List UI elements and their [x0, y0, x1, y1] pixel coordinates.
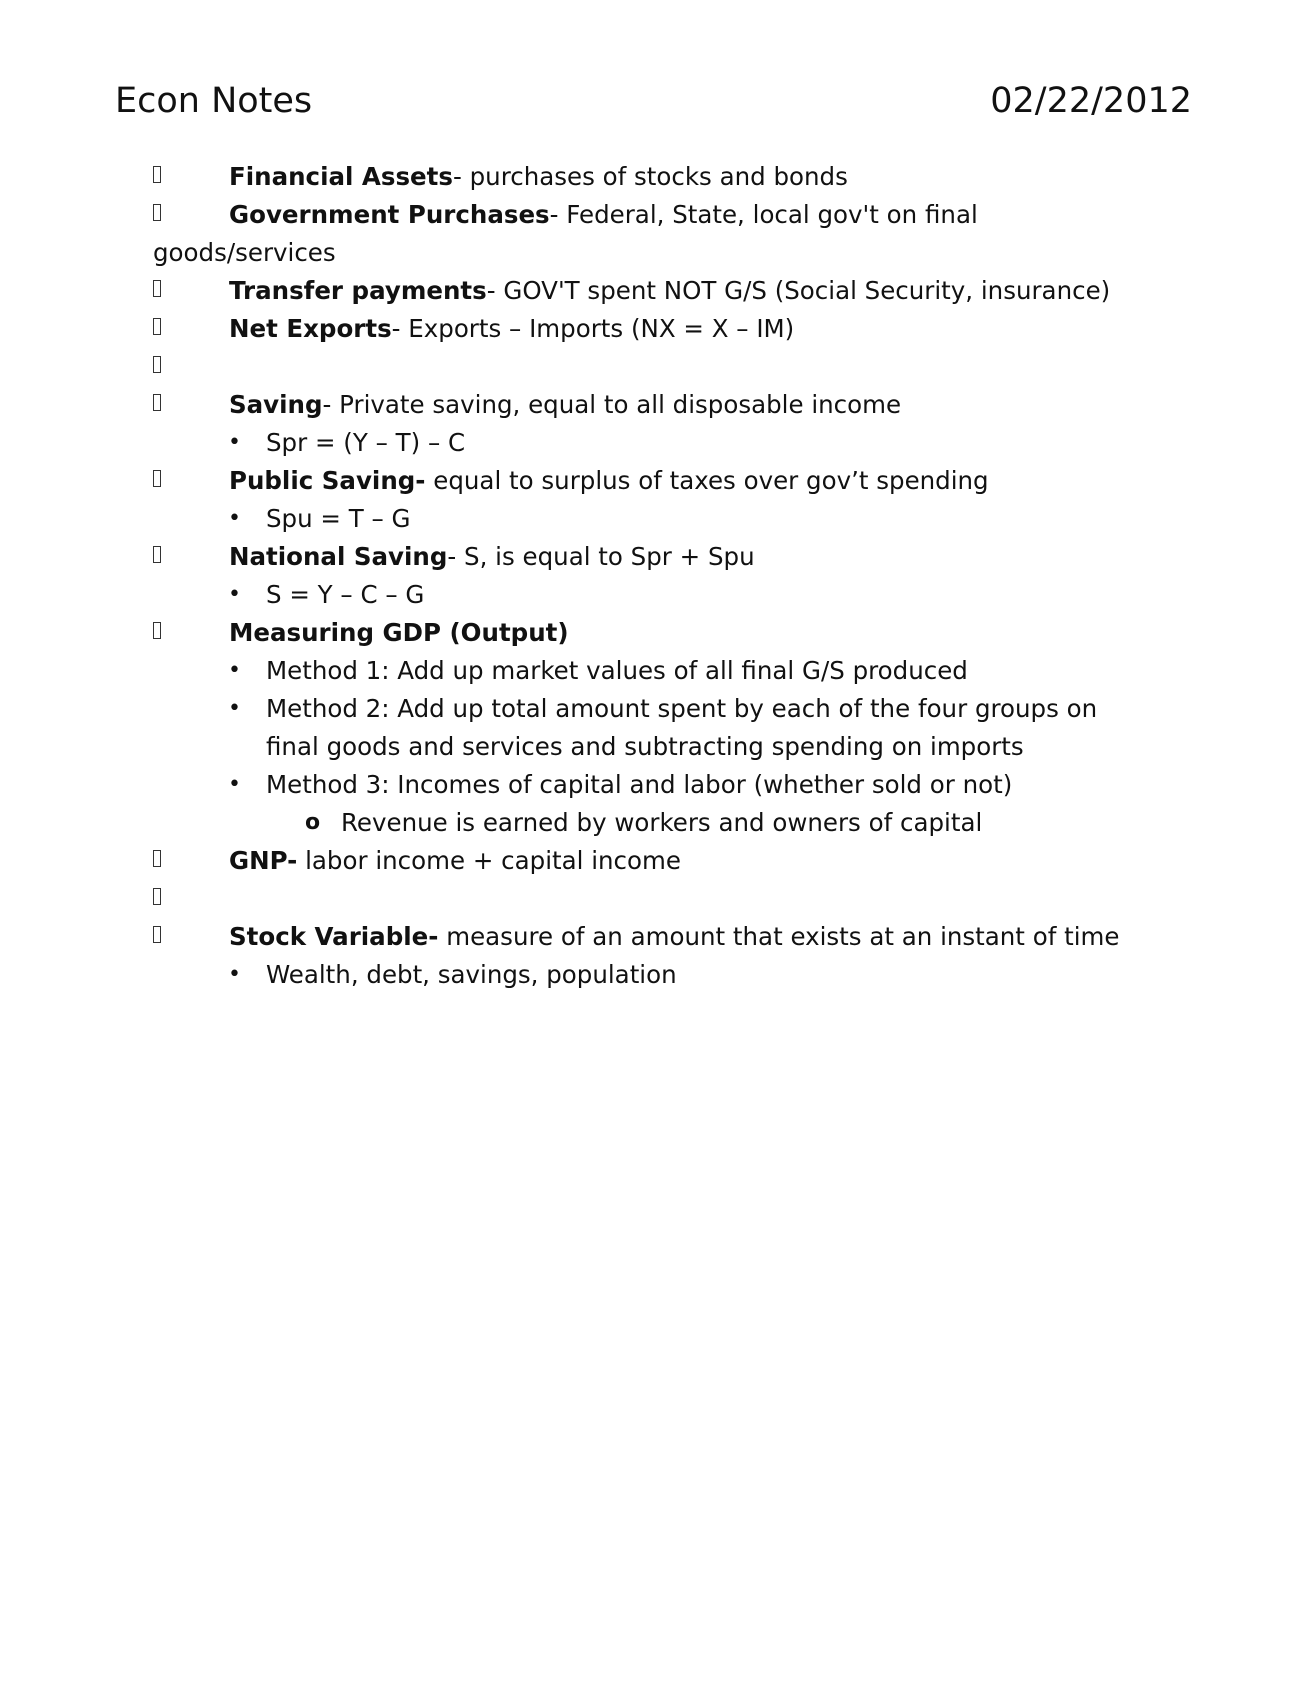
missing-glyph-icon: [153, 204, 161, 221]
bullet-icon: •: [228, 962, 241, 987]
note-term: Saving: [229, 390, 323, 419]
note-text: - Private saving, equal to all disposable income: [322, 390, 902, 419]
note-term: Financial Assets: [229, 162, 453, 191]
sub-bullet: [153, 690, 1153, 766]
note-measuring-gdp: [153, 614, 1153, 652]
missing-glyph-icon: [153, 546, 161, 563]
note-text: - Federal, State, local gov't on final goods/services: [153, 200, 978, 267]
note-term: Stock Variable-: [229, 922, 439, 951]
page-title: Econ Notes: [115, 81, 313, 121]
note-text: - Exports – Imports (NX = X – IM): [391, 314, 795, 343]
missing-glyph-icon: [153, 470, 161, 487]
note-term: Government Purchases: [229, 200, 550, 229]
note-national-saving: [153, 538, 1153, 576]
sub-bullet-text: Spu = T – G: [266, 504, 411, 533]
note-term: Transfer payments: [229, 276, 487, 305]
sub-bullet-text: Spr = (Y – T) – C: [266, 428, 466, 457]
sub-bullet-text: Wealth, debt, savings, population: [266, 960, 677, 989]
note-text: labor income + capital income: [297, 846, 681, 875]
note-text: - purchases of stocks and bonds: [452, 162, 848, 191]
sub-sub-bullet-text: Revenue is earned by workers and owners of capital: [341, 808, 983, 837]
note-financial-assets: [153, 158, 1153, 196]
missing-glyph-icon: [153, 356, 161, 373]
note-government-purchases: [153, 196, 1153, 272]
note-blank: [153, 880, 1153, 918]
note-text: measure of an amount that exists at an instant of time: [438, 922, 1120, 951]
note-term: National Saving: [229, 542, 448, 571]
sub-bullet: [153, 766, 1153, 804]
note-term: Net Exports: [229, 314, 392, 343]
sub-bullet: [153, 956, 1153, 994]
note-text: - S, is equal to Spr + Spu: [447, 542, 755, 571]
note-net-exports: [153, 310, 1153, 348]
sub-bullet: [153, 652, 1153, 690]
missing-glyph-icon: [153, 622, 161, 639]
page-date: 02/22/2012: [990, 81, 1192, 121]
missing-glyph-icon: [153, 394, 161, 411]
sub-bullet-text: Method 2: Add up total amount spent by each of the four groups on final goods and services and subtracting spending on imports: [266, 694, 1098, 761]
bullet-icon: •: [228, 658, 241, 683]
missing-glyph-icon: [153, 166, 161, 183]
bullet-icon: •: [228, 506, 241, 531]
sub-bullet-text: Method 1: Add up market values of all final G/S produced: [266, 656, 968, 685]
bullet-icon: •: [228, 582, 241, 607]
page-header: [115, 76, 1192, 126]
note-transfer-payments: [153, 272, 1153, 310]
sub-bullet: [153, 576, 1153, 614]
sub-bullet: [153, 500, 1153, 538]
note-gnp: [153, 842, 1153, 880]
note-text: equal to surplus of taxes over gov’t spending: [425, 466, 989, 495]
bullet-icon: •: [228, 430, 241, 455]
notes-body: [153, 158, 1153, 994]
note-saving: [153, 386, 1153, 424]
note-public-saving: [153, 462, 1153, 500]
note-stock-variable: [153, 918, 1153, 956]
note-blank: [153, 348, 1153, 386]
note-term: GNP-: [229, 846, 298, 875]
sub-bullet-text: S = Y – C – G: [266, 580, 425, 609]
sub-bullet: [153, 424, 1153, 462]
note-text: - GOV'T spent NOT G/S (Social Security, insurance): [486, 276, 1111, 305]
circle-bullet-icon: o: [305, 810, 321, 835]
sub-bullet-text: Method 3: Incomes of capital and labor (whether sold or not): [266, 770, 1013, 799]
missing-glyph-icon: [153, 850, 161, 867]
missing-glyph-icon: [153, 888, 161, 905]
missing-glyph-icon: [153, 280, 161, 297]
bullet-icon: •: [228, 772, 241, 797]
note-term: Measuring GDP (Output): [229, 618, 569, 647]
note-term: Public Saving-: [229, 466, 426, 495]
missing-glyph-icon: [153, 926, 161, 943]
missing-glyph-icon: [153, 318, 161, 335]
sub-sub-bullet: [153, 804, 1153, 842]
bullet-icon: •: [228, 696, 241, 721]
